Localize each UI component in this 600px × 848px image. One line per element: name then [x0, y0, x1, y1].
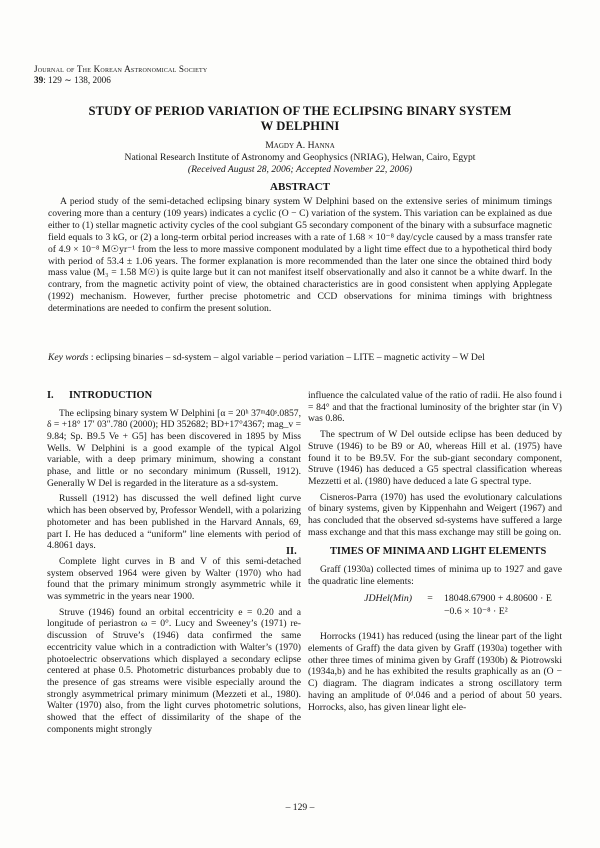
author: Magdy A. Hanna	[265, 140, 335, 151]
title-line-1: STUDY OF PERIOD VARIATION OF THE ECLIPSING BINARY SYSTEM	[88, 104, 512, 118]
paragraph: Cisneros-Parra (1970) has used the evolutionary calculations of binary systems, given by Kippenhahn and Weigert (1967) and has concluded that the observed sd-systems have suffered a large mass exchange and that this mass exchange may still be going on.	[308, 491, 562, 538]
section-1-heading	[47, 390, 301, 403]
abstract	[48, 196, 552, 315]
journal-header	[34, 64, 207, 86]
paragraph: Struve (1946) found an orbital eccentricity e = 0.20 and a longitude of periastron ω = 0°. Lucy and Sweeney’s (1971) re-discussion of Struve’s (1946) data confirmed the same eccentricity value which in a contradiction with Walter’s (1970) photoelectric observations which displayed a secondary eclipse centered at phase 0.5. Photometric disturbances probably due to the presence of gas streams were visible especially around the strongly asymmetrical primary minimum (Mezzeti et al., 1980). Walter (1970) also, from the light curves photometric solutions, showed that the effect of dissimilarity of the shape of the components might strongly	[47, 606, 301, 735]
paragraph: The eclipsing binary system W Delphini [α = 20ʰ 37ᵐ40ˢ.0857, δ = +18° 17′ 03″.780 (2000); HD 352682; BD+17°4367; mag_v = 9.84; Sp. B9.5 Ve + G5] has been discovered in 1895 by Miss Wells. W Delphini is a good example of the typical Algol variable, with a deep primary minimum, showing a constant phase, and little or no secondary minimum (Russell, 1912). Generally W Del is regarded in the literature as a sd-system.	[47, 407, 301, 489]
keywords	[48, 352, 552, 364]
keywords-label: Key words	[48, 352, 89, 363]
abstract-text: A period study of the semi-detached eclipsing binary system W Delphini based on the extensive series of minimum timings covering more than a century (109 years) indicates a cyclic (O − C) variation of the system. This variation can be explained as due either to (1) stellar magnetic activity cycles of the cool subgiant G5 secondary component of the binary with a subsurface magnetic field equals to 3 kG, or (2) a long-term orbital period increases with a rate of 1.68 × 10⁻⁸ day/cycle caused by a mass transfer rate of 4.9 × 10⁻⁸ M☉yr⁻¹ from the less to more massive component modulated by a light time effect due to a hypothetical third body with period of 53.4 ± 1.06 years. The former explanation is more recommended than the later one since the obtained third body mass value (M₃ = 1.58 M☉) is quite large but it can not manifest itself observationally and also it cannot be a white dwarf. In the contrary, from the magnetic activity point of view, the obtained characteristics are in good consistent when applying Applegate (1992) mechanism. However, further precise photometric and CCD observations for minima timings with brightness determinations are needed to confirm the present solution.	[48, 196, 552, 315]
equation-lhs: JDHel(Min)	[364, 593, 412, 605]
right-column	[286, 390, 562, 717]
left-column	[47, 390, 301, 739]
page-number: – 129 –	[285, 802, 315, 813]
paragraph: Horrocks (1941) has reduced (using the linear part of the light elements of Graff) the data given by Graff (1930a) together with other three times of minima given by Graff (1930b) & Piotrowski (1934a,b) and he has exhibited the results graphically as an (O − C) diagram. The diagram indicates a strong oscillatory term having an amplitude of 0ᵈ.046 and a period of about 50 years. Horrocks, also, has given linear light ele-	[308, 631, 562, 713]
equation	[308, 593, 562, 619]
section-2-number: II.	[286, 546, 297, 558]
affiliation: National Research Institute of Astronomy and Geophysics (NRIAG), Helwan, Cairo, Egypt	[124, 152, 476, 163]
section-2-title: TIMES OF MINIMA AND LIGHT ELEMENTS	[330, 546, 547, 558]
journal-name: Journal of The Korean Astronomical Society	[34, 64, 208, 74]
abstract-heading: ABSTRACT	[270, 181, 330, 193]
equation-rhs-1: 18048.67900 + 4.80600 · E	[444, 593, 552, 605]
equation-equals: =	[427, 593, 433, 605]
received-dates: (Received August 28, 2006; Accepted November 22, 2006)	[187, 164, 413, 175]
equation-rhs-2: −0.6 × 10⁻⁸ · E²	[444, 606, 508, 618]
title-line-2: W DELPHINI	[260, 119, 340, 133]
journal-volume-line	[34, 75, 207, 86]
section-1-number: I.	[47, 390, 54, 401]
section-2-heading	[286, 546, 562, 559]
journal-pages: : 129 ∼ 138, 2006	[43, 75, 111, 85]
equation-line-2	[308, 606, 562, 619]
paper-title	[40, 104, 560, 134]
paragraph: Complete light curves in B and V of this semi-detached system observed 1964 were given by Walter (1970) who had found that the primary minimum strongly asymmetric while it was symmetric in the years near 1900.	[47, 555, 301, 603]
paragraph: Graff (1930a) collected times of minima up to 1927 and gave the quadratic line elements:	[308, 563, 562, 587]
paragraph: The spectrum of W Del outside eclipse has been deduced by Struve (1946) to be B9 or A0, whereas Hill et al. (1975) have found it to be B9.5V. For the sub-giant secondary component, Struve (1946) has deduced a G5 spectral classification whereas Mezzetti et al. (1980) have deduced a late G spectral type.	[308, 429, 562, 487]
paragraph: Russell (1912) has discussed the well defined light curve which has been observed by, Professor Wendell, with a polarizing photometer and has been published in the Harvard Annals, 69, part I. He has deduced a “uniform” line elements with period of 4.8061 days.	[47, 493, 301, 552]
paragraph: influence the calculated value of the ratio of radii. He also found i = 84° and that the fractional luminosity of the brighter star (in V) was 0.86.	[308, 390, 562, 425]
keywords-list: : eclipsing binaries – sd-system – algol variable – period variation – LITE – magnetic activity – W Del	[88, 352, 485, 363]
equation-line-1	[308, 593, 562, 606]
section-1-title: INTRODUCTION	[69, 390, 153, 401]
journal-volume: 39	[34, 75, 44, 85]
